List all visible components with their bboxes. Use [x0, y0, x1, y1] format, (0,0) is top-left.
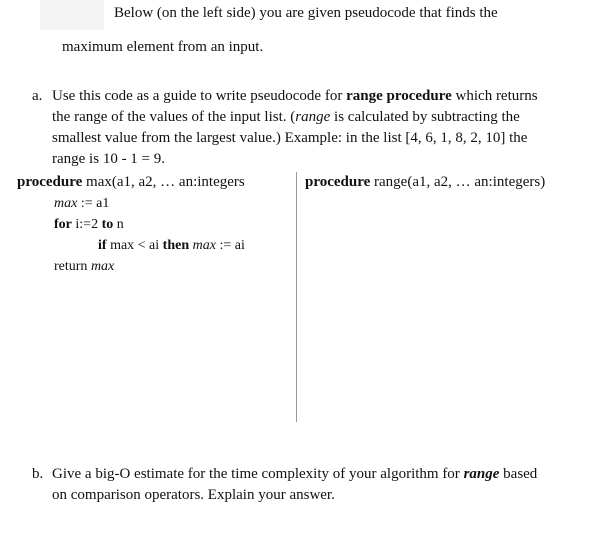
part-b-label: b. — [32, 466, 44, 482]
range-procedure-header: procedure range(a1, a2, … an:integers) — [305, 174, 546, 190]
part-b-line-1: Give a big-O estimate for the time complexity of your algorithm for range based — [52, 466, 538, 482]
part-a-line-3: smallest value from the largest value.) Example: in the list [4, 6, 1, 8, 2, 10] the — [52, 130, 528, 146]
part-a-line-1: Use this code as a guide to write pseudocode for range procedure which returns — [52, 88, 538, 104]
intro-line-2: maximum element from an input. — [62, 39, 264, 55]
part-b-line-2: on comparison operators. Explain your answer. — [52, 487, 335, 503]
max-procedure-header: procedure max(a1, a2, … an:integers — [17, 174, 245, 190]
redacted-region — [40, 0, 104, 30]
return-line: return max — [54, 259, 115, 274]
part-a-line-4: range is 10 - 1 = 9. — [52, 151, 166, 167]
max-init-line: max := a1 — [54, 196, 110, 211]
for-loop-line: for i:=2 to n — [54, 217, 124, 232]
part-a-line-2: the range of the values of the input list. (range is calculated by subtracting the — [52, 109, 520, 125]
if-line: if max < ai then max := ai — [98, 238, 245, 253]
column-divider — [296, 172, 297, 422]
part-a-label: a. — [32, 88, 43, 104]
intro-line-1: Below (on the left side) you are given pseudocode that finds the — [114, 5, 498, 21]
